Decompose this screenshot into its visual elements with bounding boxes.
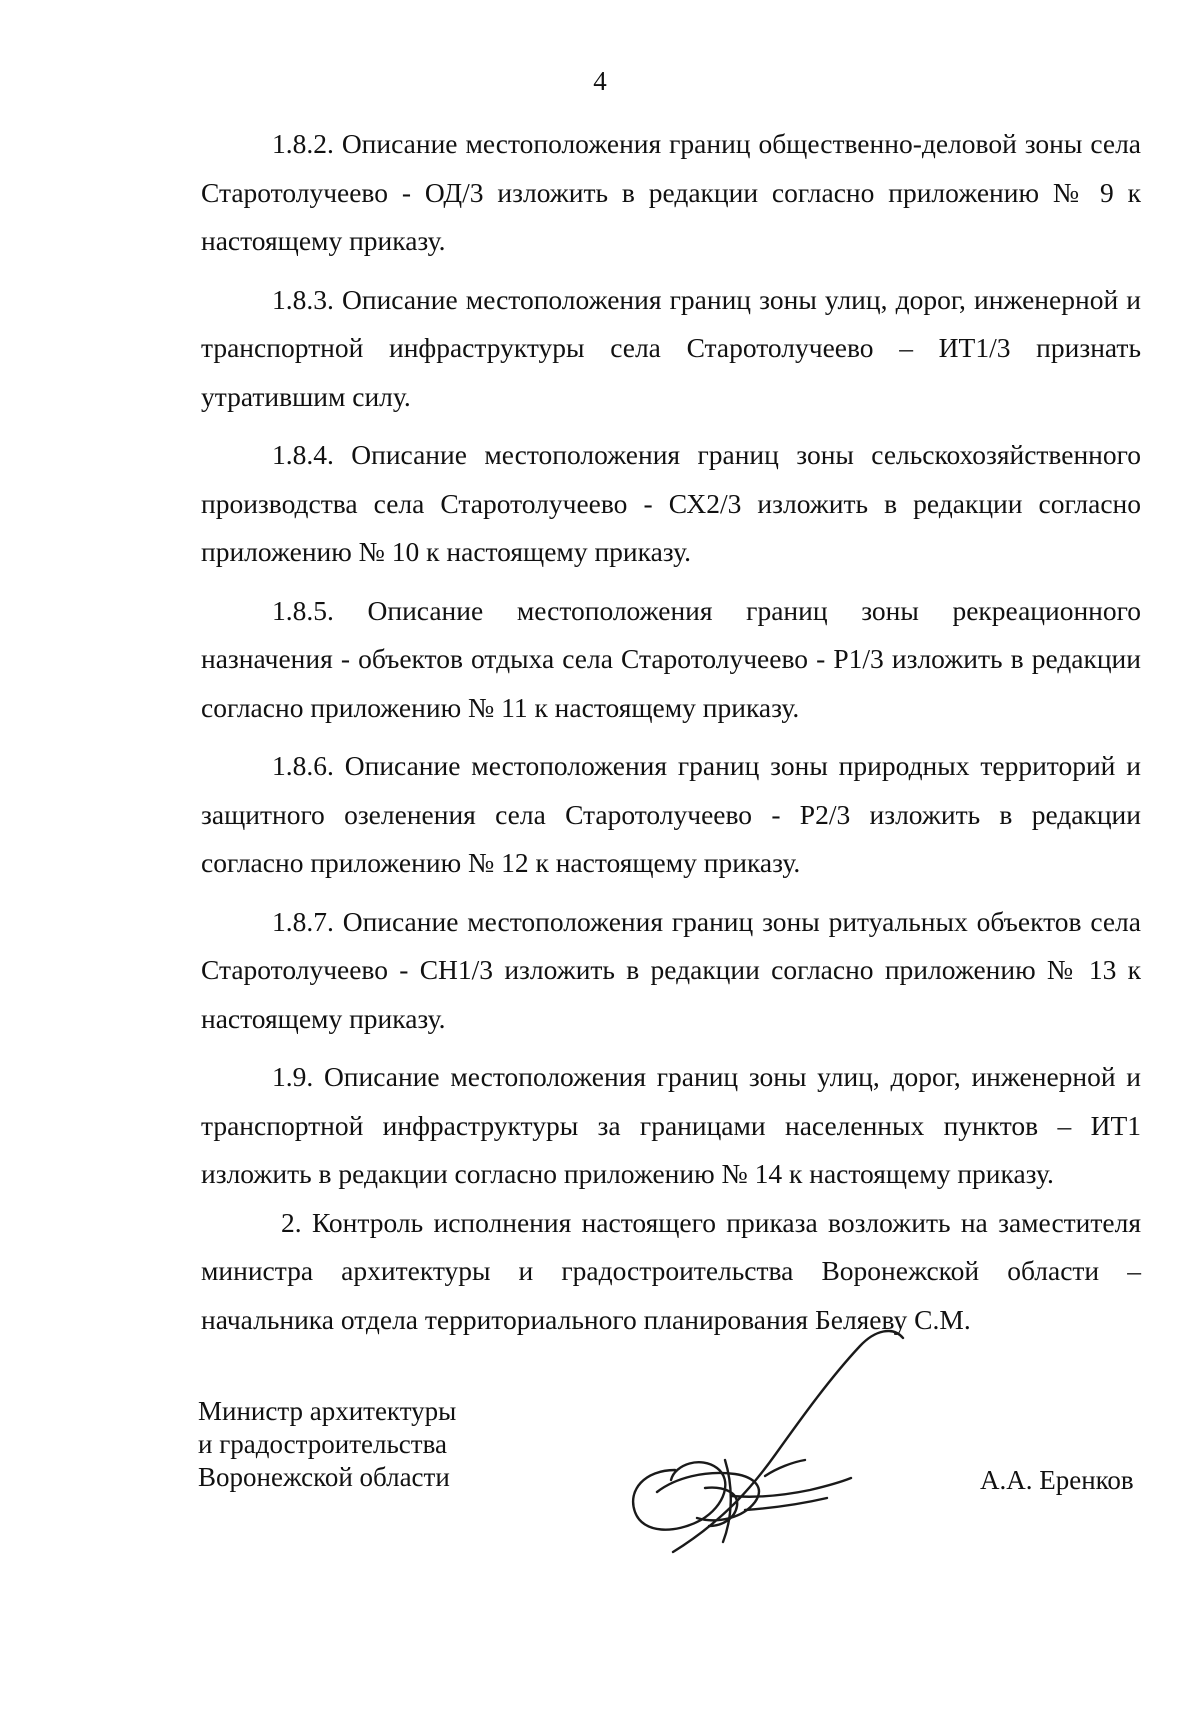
document-body [201, 120, 1141, 1344]
paragraph-1-8-2: 1.8.2. Описание местоположения границ общественно-деловой зоны села Старотолучеево - ОД/3 изложить в редакции согласно приложению № 9 к настоящему приказу. [201, 128, 1141, 256]
handwritten-signature [605, 1320, 945, 1565]
paragraph-2-control: 2. Контроль исполнения настоящего приказа возложить на заместителя министра архитектуры и градостроительства Воронежской области – начальника отдела территориального планирования Беляеву С.М. [201, 1206, 1141, 1335]
signatory-title-line-1: Министр архитектуры [198, 1396, 457, 1426]
signatory-title-line-2: и градостроительства [198, 1429, 447, 1459]
paragraph-1-8-5: 1.8.5. Описание местоположения границ зоны рекреационного назначения - объектов отдыха села Старотолучеево - Р1/3 изложить в редакции согласно приложению № 11 к настоящему приказу. [201, 594, 1141, 723]
signatory-title [198, 1395, 456, 1494]
page-number: 4 [593, 66, 607, 96]
paragraph-1-8-3: 1.8.3. Описание местоположения границ зоны улиц, дорог, инженерной и транспортной инфраструктуры села Старотолучеево – ИТ1/3 признать утратившим силу. [201, 283, 1141, 412]
paragraph-1-8-7: 1.8.7. Описание местоположения границ зоны ритуальных объектов села Старотолучеево - СН1/3 изложить в редакции согласно приложению № 13 к настоящему приказу. [201, 905, 1141, 1034]
signatory-name: А.А. Еренков [980, 1465, 1134, 1495]
paragraph-1-8-6: 1.8.6. Описание местоположения границ зоны природных территорий и защитного озеленения села Старотолучеево - Р2/3 изложить в редакции согласно приложению № 12 к настоящему приказу. [201, 750, 1141, 878]
signatory-title-line-3: Воронежской области [198, 1462, 450, 1492]
paragraph-1-8-4: 1.8.4. Описание местоположения границ зоны сельскохозяйственного производства села Старотолучеево - СХ2/3 изложить в редакции согласно приложению № 10 к настоящему приказу. [201, 439, 1141, 567]
paragraph-1-9: 1.9. Описание местоположения границ зоны улиц, дорог, инженерной и транспортной инфраструктуры за границами населенных пунктов – ИТ1 изложить в редакции согласно приложению № 14 к настоящему приказу. [201, 1061, 1141, 1189]
